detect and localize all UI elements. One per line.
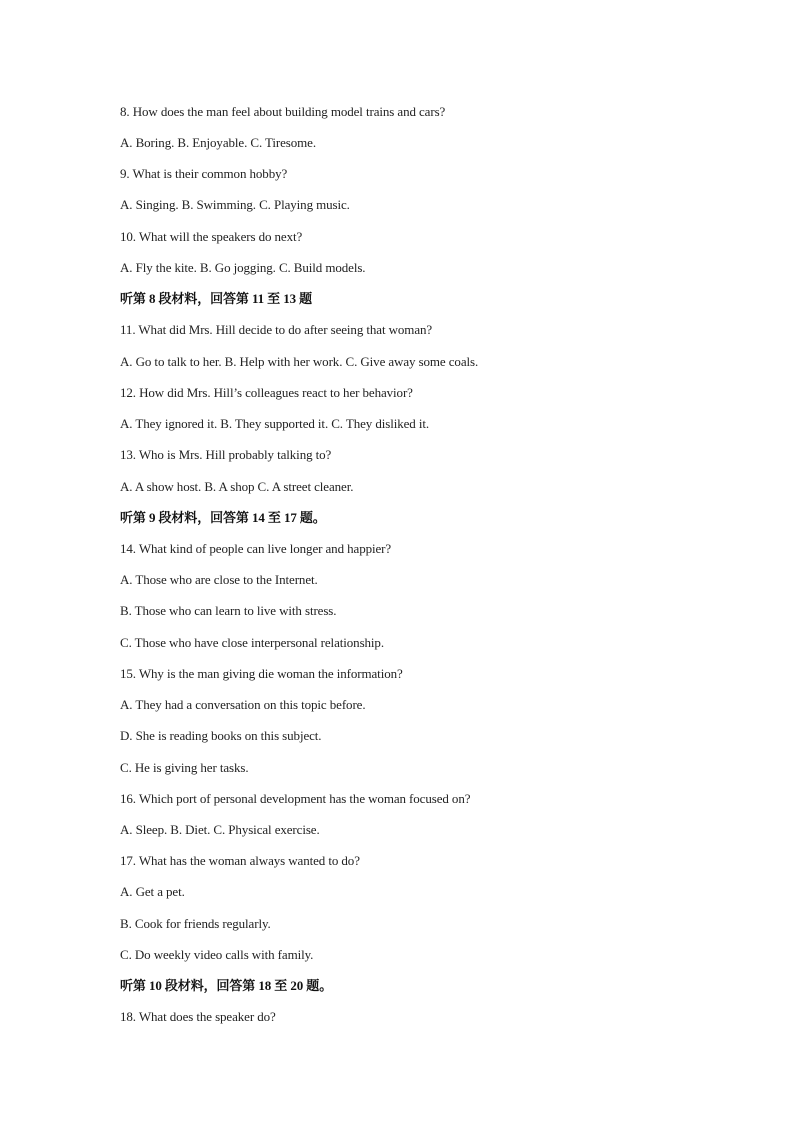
question-17-option-b: B. Cook for friends regularly. <box>120 916 271 931</box>
question-8: 8. How does the man feel about building model trains and cars? <box>120 104 446 119</box>
question-15-option-c: C. He is giving her tasks. <box>120 760 249 775</box>
question-10-options: A. Fly the kite. B. Go jogging. C. Build models. <box>120 260 366 275</box>
question-18: 18. What does the speaker do? <box>120 1009 276 1024</box>
question-8-options: A. Boring. B. Enjoyable. C. Tiresome. <box>120 135 316 150</box>
question-12: 12. How did Mrs. Hill’s colleagues react to her behavior? <box>120 385 413 400</box>
question-9: 9. What is their common hobby? <box>120 166 288 181</box>
question-9-options: A. Singing. B. Swimming. C. Playing music. <box>120 197 350 212</box>
section-heading-9: 听第 9 段材料，回答第 14 至 17 题。 <box>120 510 326 525</box>
question-14-option-a: A. Those who are close to the Internet. <box>120 572 318 587</box>
question-17-option-c: C. Do weekly video calls with family. <box>120 947 314 962</box>
question-15: 15. Why is the man giving die woman the information? <box>120 666 403 681</box>
question-14: 14. What kind of people can live longer and happier? <box>120 541 392 556</box>
question-17: 17. What has the woman always wanted to do? <box>120 853 360 868</box>
section-heading-8: 听第 8 段材料，回答第 11 至 13 题 <box>120 291 313 306</box>
question-16-options: A. Sleep. B. Diet. C. Physical exercise. <box>120 822 320 837</box>
question-11-options: A. Go to talk to her. B. Help with her work. C. Give away some coals. <box>120 354 479 369</box>
question-15-option-a: A. They had a conversation on this topic before. <box>120 697 366 712</box>
question-14-option-c: C. Those who have close interpersonal relationship. <box>120 635 384 650</box>
question-13: 13. Who is Mrs. Hill probably talking to? <box>120 447 332 462</box>
question-11: 11. What did Mrs. Hill decide to do after seeing that woman? <box>120 322 433 337</box>
question-12-options: A. They ignored it. B. They supported it. C. They disliked it. <box>120 416 430 431</box>
question-14-option-b: B. Those who can learn to live with stress. <box>120 603 337 618</box>
question-16: 16. Which port of personal development has the woman focused on? <box>120 791 471 806</box>
question-15-option-d: D. She is reading books on this subject. <box>120 728 322 743</box>
question-13-options: A. A show host. B. A shop C. A street cleaner. <box>120 479 354 494</box>
section-heading-10: 听第 10 段材料，回答第 18 至 20 题。 <box>120 978 333 993</box>
question-10: 10. What will the speakers do next? <box>120 229 303 244</box>
question-17-option-a: A. Get a pet. <box>120 884 185 899</box>
